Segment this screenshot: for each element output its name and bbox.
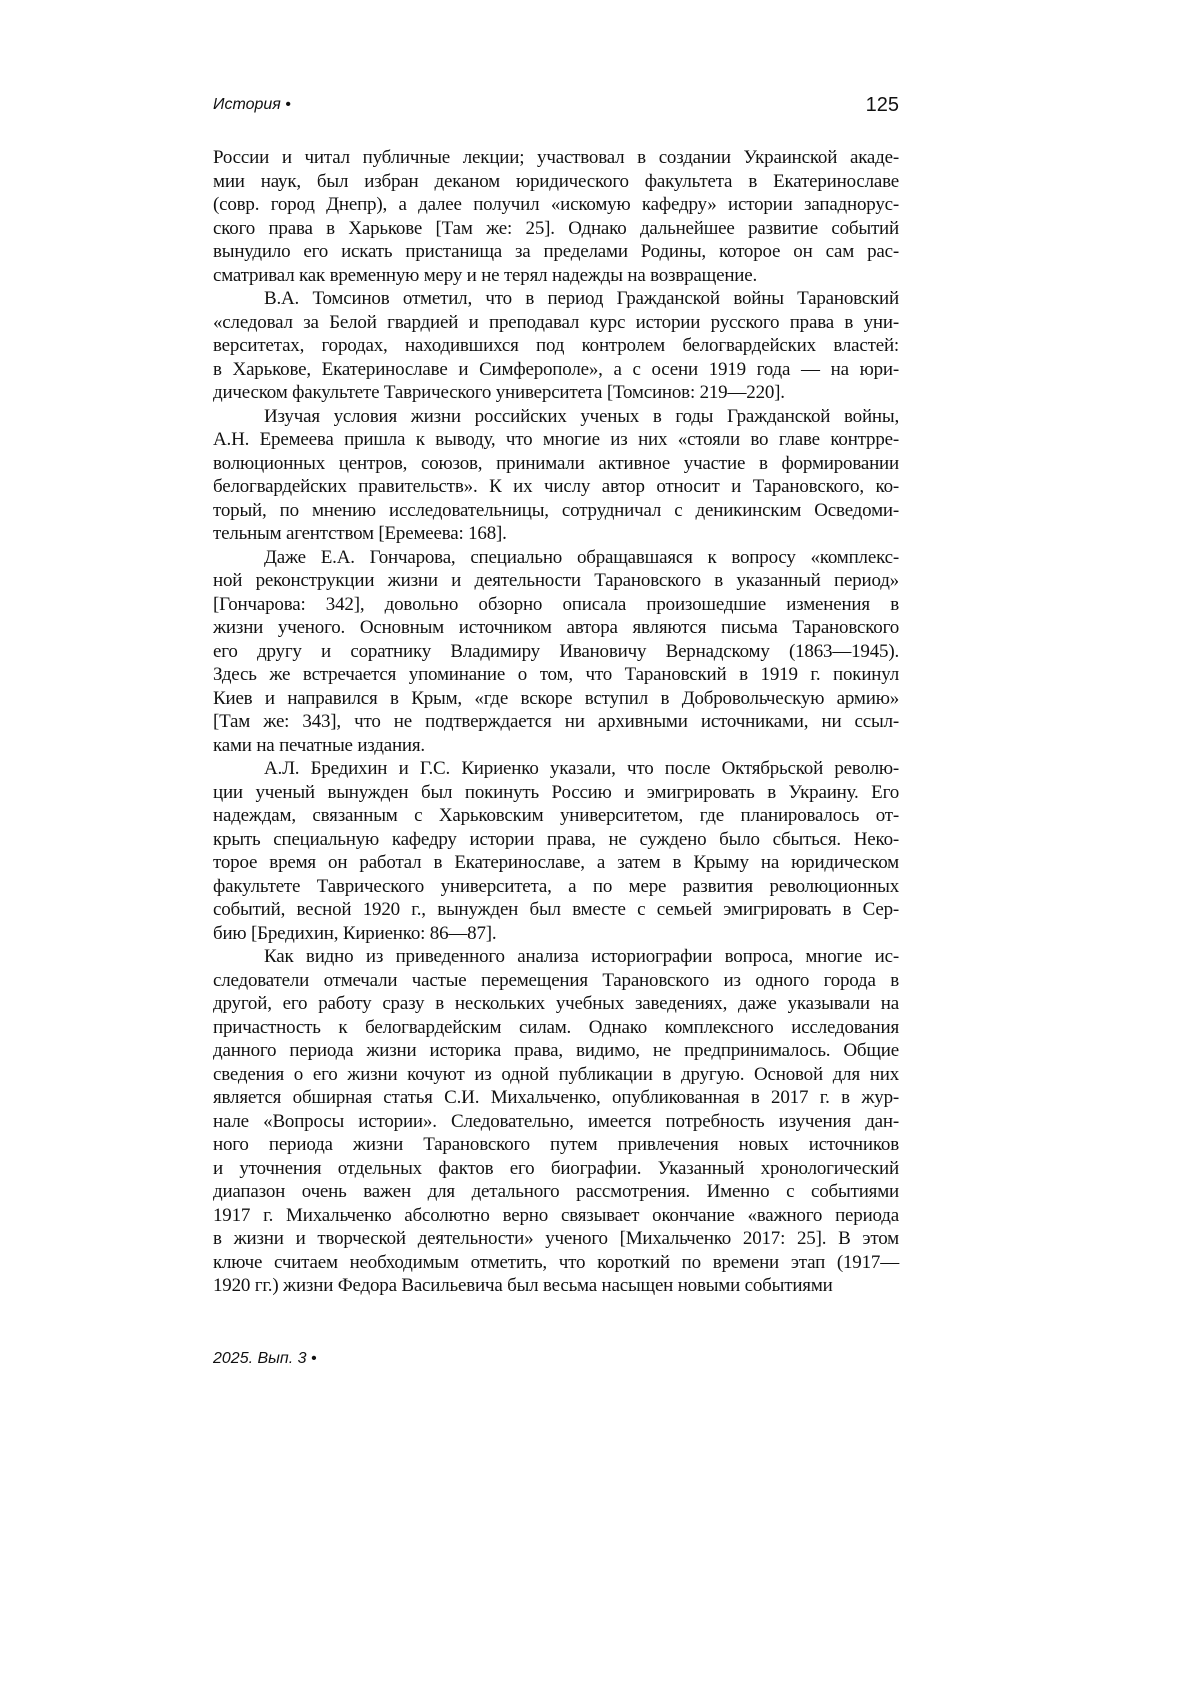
text-line: торый, по мнению исследовательницы, сотрудничал с деникинским Осведоми- [213, 499, 899, 521]
text-line: (совр. город Днепр), а далее получил «искомую кафедру» истории западнорус- [213, 194, 899, 215]
text-line: сведения о его жизни кочуют из одной публикации в другую. Основой для них [213, 1063, 899, 1085]
text-line: Киев и направился в Крым, «где вскоре вступил в Добровольческую армию» [213, 687, 899, 709]
text-line: ключе считаем необходимым отметить, что короткий по времени этап (1917— [213, 1251, 899, 1273]
text-line: и уточнения отдельных фактов его биографии. Указанный хронологический [213, 1157, 899, 1179]
text-line: ции ученый вынужден был покинуть Россию и эмигрировать в Украину. Его [213, 781, 899, 803]
paragraph [213, 146, 899, 287]
text-line: В.А. Томсинов отметил, что в период Гражданской войны Тарановский [264, 288, 899, 309]
text-line: бию [Бредихин, Кириенко: 86—87]. [213, 922, 497, 944]
text-line: мии наук, был избран деканом юридического факультета в Екатеринославе [213, 170, 899, 192]
running-header [213, 94, 899, 118]
text-line: жизни ученого. Основным источником автора являются письма Тарановского [213, 617, 899, 638]
text-line: данного периода жизни историка права, видимо, не предпринималось. Общие [213, 1040, 899, 1061]
text-line: волюционных центров, союзов, принимали активное участие в формировании [213, 452, 899, 474]
text-line: крыть специальную кафедру истории права, не суждено было сбыться. Неко- [213, 828, 899, 850]
text-line: 1920 гг.) жизни Федора Васильевича был весьма насыщен новыми событиями [213, 1275, 833, 1296]
text-line: в Харькове, Екатеринославе и Симферополе», а с осени 1919 года — на юри- [213, 358, 899, 380]
text-line: [Там же: 343], что не подтверждается ни архивными источниками, ни ссыл- [213, 711, 899, 732]
paragraph [213, 405, 899, 546]
text-line: 1917 г. Михальченко абсолютно верно связывает окончание «важного периода [213, 1204, 899, 1226]
text-line: является обширная статья С.И. Михальченко, опубликованная в 2017 г. в жур- [213, 1087, 899, 1108]
text-line: надеждам, связанным с Харьковским университетом, где планировалось от- [213, 805, 899, 826]
text-line: дическом факультете Таврического университета [Томсинов: 219—220]. [213, 382, 785, 403]
text-line: Даже Е.А. Гончарова, специально обращавшаяся к вопросу «комплекс- [264, 546, 899, 568]
text-line: следователи отмечали частые перемещения Тарановского из одного города в [213, 969, 899, 991]
paragraph [213, 287, 899, 405]
text-line: А.Н. Еремеева пришла к выводу, что многие из них «стояли во главе контрре- [213, 429, 899, 450]
text-line: Здесь же встречается упоминание о том, что Тарановский в 1919 г. покинул [213, 664, 899, 685]
paragraph [213, 546, 899, 758]
text-line: [Гончарова: 342], довольно обзорно описала произошедшие изменения в [213, 593, 899, 615]
text-line: причастность к белогвардейским силам. Однако комплексного исследования [213, 1016, 899, 1038]
paragraph [213, 945, 899, 1298]
text-line: факультете Таврического университета, а по мере развития революционных [213, 875, 899, 897]
page-number: 125 [865, 94, 899, 116]
paragraph [213, 757, 899, 945]
text-line: России и читал публичные лекции; участвовал в создании Украинской акаде- [213, 147, 899, 168]
text-line: диапазон очень важен для детального рассмотрения. Именно с событиями [213, 1181, 899, 1202]
text-line: ного периода жизни Тарановского путем привлечения новых источников [213, 1134, 899, 1155]
text-line: верситетах, городах, находившихся под контролем белогвардейских властей: [213, 335, 899, 356]
text-line: торое время он работал в Екатеринославе, а затем в Крыму на юридическом [213, 852, 899, 873]
running-footer: 2025. Вып. 3 • [213, 1350, 317, 1367]
text-line: другой, его работу сразу в нескольких учебных заведениях, даже указывали на [213, 993, 899, 1014]
text-line: вынудило его искать пристанища за пределами Родины, которое он сам рас- [213, 241, 899, 262]
article-body [213, 146, 899, 1298]
text-line: Как видно из приведенного анализа историографии вопроса, многие ис- [264, 946, 899, 967]
text-line: его другу и соратнику Владимиру Ивановичу Вернадскому (1863—1945). [213, 640, 899, 662]
text-line: «следовал за Белой гвардией и преподавал курс истории русского права в уни- [213, 311, 899, 333]
text-line: сматривал как временную меру и не терял надежды на возвращение. [213, 264, 758, 286]
text-line: ками на печатные издания. [213, 734, 425, 756]
text-line: нале «Вопросы истории». Следовательно, имеется потребность изучения дан- [213, 1110, 899, 1132]
text-line: тельным агентством [Еремеева: 168]. [213, 523, 507, 544]
text-line: Изучая условия жизни российских ученых в годы Гражданской войны, [264, 405, 899, 427]
text-line: в жизни и творческой деятельности» ученого [Михальченко 2017: 25]. В этом [213, 1228, 899, 1249]
text-line: ского права в Харькове [Там же: 25]. Однако дальнейшее развитие событий [213, 217, 899, 239]
section-title: История • [213, 96, 291, 113]
text-line: ной реконструкции жизни и деятельности Тарановского в указанный период» [213, 570, 899, 591]
text-line: событий, весной 1920 г., вынужден был вместе с семьей эмигрировать в Сер- [213, 899, 899, 920]
text-line: А.Л. Бредихин и Г.С. Кириенко указали, что после Октябрьской револю- [264, 758, 899, 779]
text-line: белогвардейских правительств». К их числу автор относит и Тарановского, ко- [213, 476, 899, 497]
